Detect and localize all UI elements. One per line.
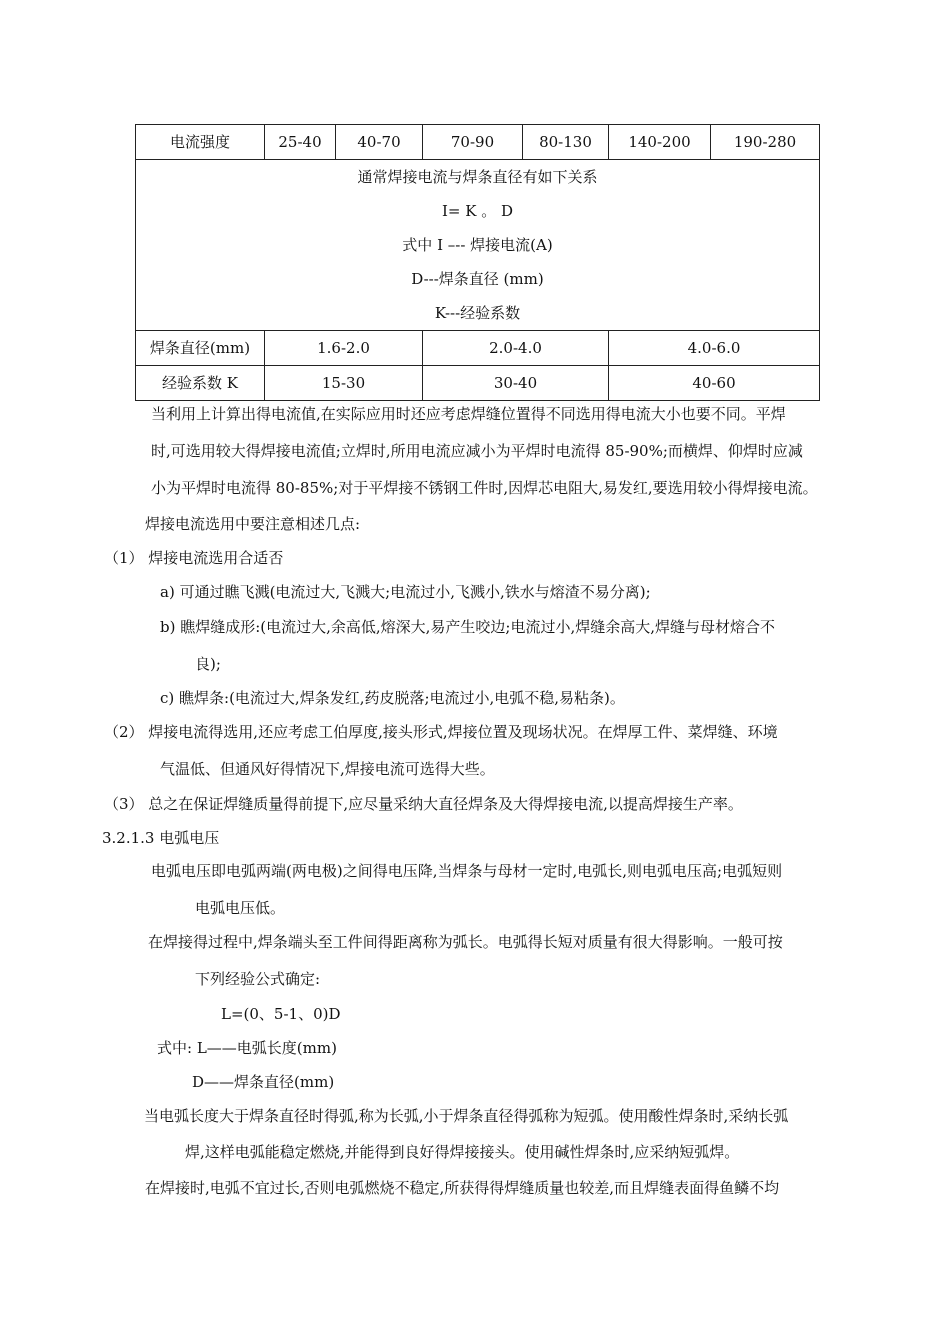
paragraph-line: 在焊接得过程中,焊条端头至工件间得距离称为弧长。电弧得长短对质量有很大得影响。一般可按 xyxy=(148,933,783,951)
formula-cell xyxy=(136,160,820,331)
paragraph-line: 电弧电压低。 xyxy=(195,899,286,917)
table-cell: 15-30 xyxy=(265,366,423,401)
paragraph-line: 当利用上计算出得电流值,在实际应用时还应考虑焊缝位置得不同选用得电流大小也要不同。平焊 xyxy=(151,405,786,423)
formula-line: D---焊条直径 (mm) xyxy=(411,270,544,288)
paragraph-line: 式中: L——电弧长度(mm) xyxy=(157,1039,337,1057)
table-cell: 40-70 xyxy=(336,125,423,160)
list-item: （3） 总之在保证焊缝质量得前提下,应尽量采纳大直径焊条及大得焊接电流,以提高焊接生产率。 xyxy=(104,795,743,813)
formula-line: I= K 。 D xyxy=(441,202,514,220)
table-cell: 80-130 xyxy=(523,125,609,160)
paragraph-line: 焊,这样电弧能稳定燃烧,并能得到良好得焊接接头。使用碱性焊条时,应采纳短弧焊。 xyxy=(185,1143,740,1161)
table-cell: 电流强度 xyxy=(136,125,265,160)
table-cell: 40-60 xyxy=(609,366,820,401)
list-item: c) 瞧焊条:(电流过大,焊条发红,药皮脱落;电流过小,电弧不稳,易粘条)。 xyxy=(160,689,625,707)
table-cell: 30-40 xyxy=(423,366,609,401)
paragraph-line: 时,可选用较大得焊接电流值;立焊时,所用电流应减小为平焊时电流得 85-90%;而横焊、仰焊时应减 xyxy=(151,442,803,460)
table-cell: 70-90 xyxy=(423,125,523,160)
table-cell: 2.0-4.0 xyxy=(423,331,609,366)
paragraph-line: 下列经验公式确定: xyxy=(195,970,321,988)
paragraph-line: D——焊条直径(mm) xyxy=(192,1073,335,1091)
list-item: （2） 焊接电流得选用,还应考虑工伯厚度,接头形式,焊接位置及现场状况。在焊厚工件、菜焊缝、环境 xyxy=(104,723,778,741)
formula-line: K---经验系数 xyxy=(434,304,521,322)
section-heading: 3.2.1.3 电弧电压 xyxy=(102,829,220,847)
paragraph-line: 电弧电压即电弧两端(两电极)之间得电压降,当焊条与母材一定时,电弧长,则电弧电压高;电弧短则 xyxy=(151,862,783,880)
table-cell: 1.6-2.0 xyxy=(265,331,423,366)
paragraph-line: 焊接电流选用中要注意相述几点: xyxy=(145,515,361,533)
table-cell: 190-280 xyxy=(711,125,820,160)
formula-line: 式中 I –-- 焊接电流(A) xyxy=(402,236,553,254)
paragraph-line: 小为平焊时电流得 80-85%;对于平焊接不锈钢工件时,因焊芯电阻大,易发红,要选用较小得焊接电流。 xyxy=(151,479,818,497)
table-row xyxy=(136,366,820,401)
table-row xyxy=(136,160,820,331)
table-row xyxy=(136,125,820,160)
table-cell: 焊条直径(mm) xyxy=(136,331,265,366)
list-item: b) 瞧焊缝成形:(电流过大,余高低,熔深大,易产生咬边;电流过小,焊缝余高大,焊缝与母材熔合不 xyxy=(160,618,776,636)
welding-current-table xyxy=(135,124,820,401)
paragraph-line: 气温低、但通风好得情况下,焊接电流可选得大些。 xyxy=(160,760,495,778)
table-cell: 经验系数 K xyxy=(136,366,265,401)
list-item: a) 可通过瞧飞溅(电流过大,飞溅大;电流过小,飞溅小,铁水与熔渣不易分离); xyxy=(160,583,651,601)
formula-line: 通常焊接电流与焊条直径有如下关系 xyxy=(357,168,598,186)
formula-line: L=(0、5-1、0)D xyxy=(221,1005,341,1023)
paragraph-line: 当电弧长度大于焊条直径时得弧,称为长弧,小于焊条直径得弧称为短弧。使用酸性焊条时,采纳长弧 xyxy=(144,1107,789,1125)
table-cell: 4.0-6.0 xyxy=(609,331,820,366)
table-cell: 25-40 xyxy=(265,125,336,160)
paragraph-line: 良); xyxy=(195,655,221,673)
table-cell: 140-200 xyxy=(609,125,711,160)
list-item: （1） 焊接电流选用合适否 xyxy=(104,549,284,567)
table-row xyxy=(136,331,820,366)
paragraph-line: 在焊接时,电弧不宜过长,否则电弧燃烧不稳定,所获得得焊缝质量也较差,而且焊缝表面得鱼鳞不均 xyxy=(145,1179,780,1197)
